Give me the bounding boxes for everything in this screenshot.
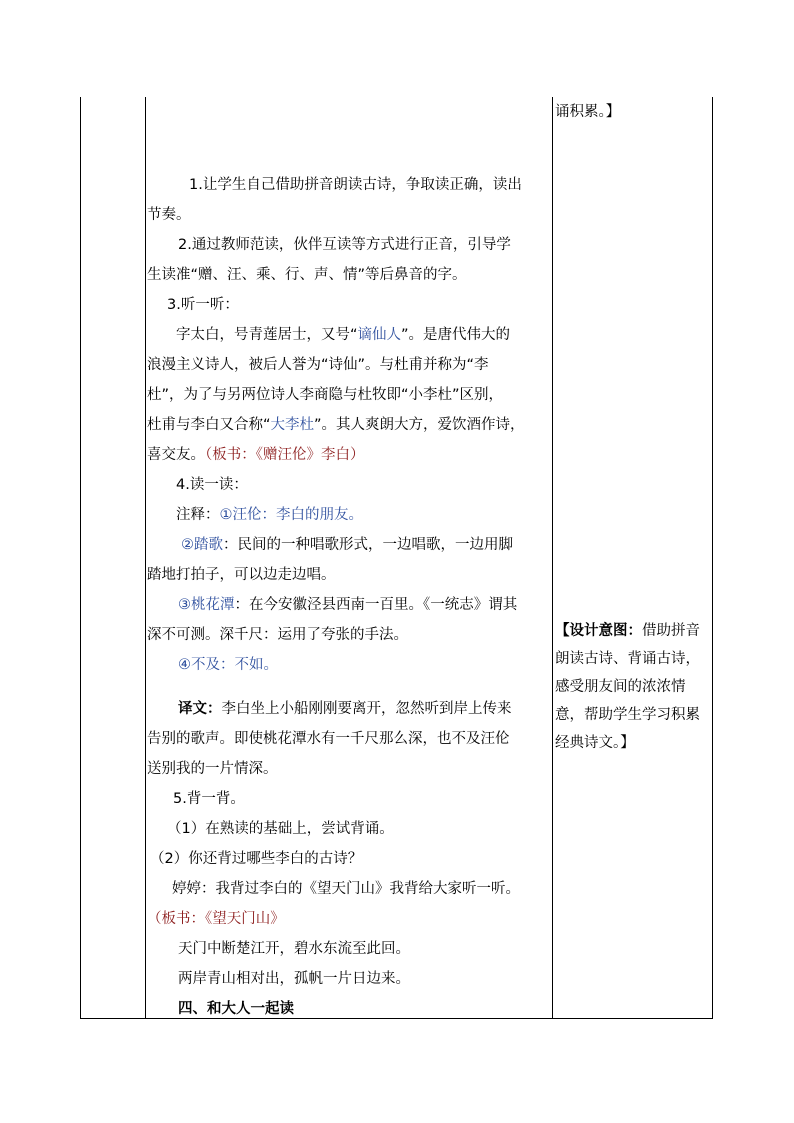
design-intent-label: 【设计意图：: [555, 623, 642, 639]
table-border-left: [80, 97, 81, 1019]
note-term: ③桃花潭: [178, 597, 235, 613]
design-intent-line2: 朗读古诗、背诵古诗，: [555, 651, 700, 667]
text: ”。是唐代伟大的: [401, 327, 511, 343]
blackboard-note: （板书：《赠汪伦》李白）: [205, 447, 365, 463]
side-note-top: [555, 98, 711, 126]
design-intent-line4: 意，帮助学生学习积累: [555, 707, 700, 723]
text: 李白坐上小船刚刚要离开，忽然听到岸上传来: [221, 701, 512, 717]
step4-note1: [147, 500, 551, 530]
section4-heading: 四、和大人一起读: [178, 1001, 294, 1017]
step4-note3: [147, 590, 551, 620]
text: 喜交友。: [147, 447, 205, 463]
design-intent-line1: [555, 617, 711, 645]
note-text: ①汪伦：李白的朋友。: [219, 507, 363, 523]
step3-heading: 3.听一听：: [167, 297, 239, 313]
text: 借助拼音: [642, 623, 700, 639]
step3-line4: [147, 410, 551, 440]
text: 注释：: [176, 507, 220, 523]
text: 杜甫与李白又合称“: [147, 417, 271, 433]
text: ：民间的一种唱歌形式，一边唱歌，一边用脚: [223, 537, 513, 553]
step5-item1: （1）在熟读的基础上，尝试背诵。: [167, 821, 394, 837]
text: ”。其人爽朗大方，爱饮酒作诗，: [314, 417, 525, 433]
translation-line2: 告别的歌声。即使桃花潭水有一千尺那么深，也不及汪伦: [147, 731, 510, 747]
step2-line2: 生读准“赠、汪、乘、行、声、情”等后鼻音的字。: [147, 267, 467, 283]
step3-line2: 浪漫主义诗人，被后人誉为“诗仙”。与杜甫并称为“李: [147, 357, 489, 373]
teaching-steps: [147, 170, 551, 1024]
step3-line1: [147, 320, 551, 350]
step2-line1: 2.通过教师范读，伙伴互读等方式进行正音，引导学: [178, 237, 511, 253]
side-note-top-text: 诵积累。】: [555, 104, 621, 120]
step1-line2: 节奏。: [147, 207, 191, 223]
step5-heading: 5.背一背。: [173, 791, 245, 807]
translation-label: 译文：: [178, 701, 222, 717]
table-border-right: [712, 97, 713, 1019]
translation-line1: [147, 694, 551, 724]
design-intent: [555, 617, 711, 757]
design-intent-line5: 经典诗文。】: [555, 735, 635, 751]
step5-blackboard-note: （板书：《望天门山》: [147, 911, 285, 927]
step3-line3: 杜”，为了与另两位诗人李商隐与杜牧即“小李杜”区别，: [147, 387, 504, 403]
table-border-col2: [552, 97, 553, 1019]
step4-note2: [147, 530, 551, 560]
step4-note2-line2: 踏地打拍子，可以边走边唱。: [147, 567, 336, 583]
text: 字太白，号青莲居士，又号“: [176, 327, 358, 343]
text: ：在今安徽泾县西南一百里。《一统志》谓其: [234, 597, 518, 613]
highlight-text: 大李杜: [270, 417, 315, 433]
step3-line5: [147, 440, 551, 470]
translation-line3: 送别我的一片情深。: [147, 761, 278, 777]
poem-line2: 两岸青山相对出，孤帆一片日边来。: [178, 971, 410, 987]
step5-item3: 婷婷：我背过李白的《望天门山》我背给大家听一听。: [172, 881, 520, 897]
step5-item2: （2）你还背过哪些李白的古诗？: [150, 851, 363, 867]
note-term: ②踏歌: [181, 537, 223, 553]
step4-heading: 4.读一读：: [176, 477, 248, 493]
step4-note3-line2: 深不可测。深千尺：运用了夸张的手法。: [147, 627, 408, 643]
step4-note4: ④不及：不如。: [178, 657, 278, 673]
highlight-text: 谪仙人: [357, 327, 402, 343]
design-intent-line3: 感受朋友间的浓浓情: [555, 679, 686, 695]
poem-line1: 天门中断楚江开，碧水东流至此回。: [178, 941, 410, 957]
step1-line1: 1.让学生自己借助拼音朗读古诗，争取读正确，读出: [189, 177, 522, 193]
table-border-col1: [145, 97, 146, 1019]
